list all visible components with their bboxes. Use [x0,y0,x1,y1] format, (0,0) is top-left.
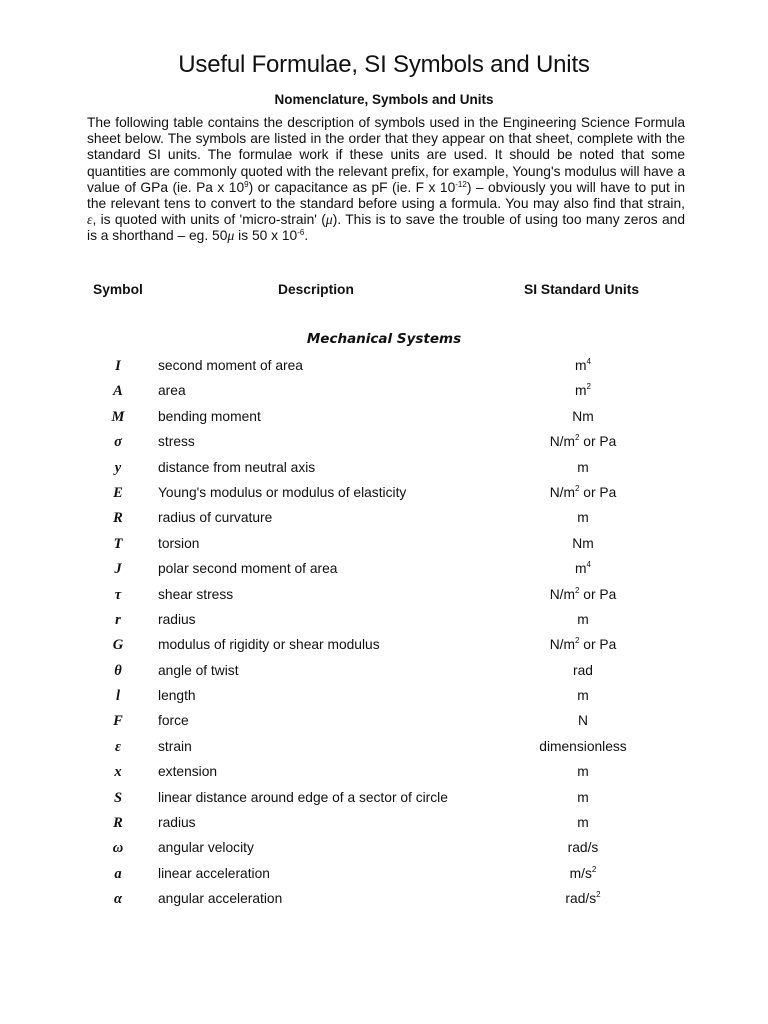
symbol-cell: a [114,865,122,882]
unit-alternative: or Pa [579,586,617,602]
unit-exponent: 2 [575,585,580,595]
symbol-cell: σ [114,434,122,451]
unit-cell [503,510,663,525]
description-cell: length [158,688,196,704]
page-title: Useful Formulae, SI Symbols and Units [178,51,590,78]
description-cell: radius [158,815,196,831]
column-header-symbol: Symbol [93,282,143,297]
symbol-cell: R [113,510,123,527]
unit-cell [503,383,663,398]
symbol-cell: x [114,764,122,781]
table-row [0,534,768,559]
symbol-cell: y [114,459,122,476]
unit-cell [503,891,663,906]
symbol-cell: S [113,789,123,806]
description-cell: angular acceleration [158,891,283,907]
unit-exponent: 2 [591,864,597,874]
description-cell: distance from neutral axis [158,459,316,475]
table-row [0,610,768,635]
description-cell: modulus of rigidity or shear modulus [158,637,380,653]
unit-base: m [577,764,589,780]
unit-cell [503,764,663,779]
unit-cell [503,409,663,424]
table-row [0,889,768,914]
table-row [0,864,768,889]
symbol-cell: M [111,408,125,425]
symbol-cell: G [112,637,124,654]
unit-exponent: 4 [586,357,591,366]
description-cell: stress [158,434,195,450]
unit-cell [503,536,663,551]
description-cell: linear distance around edge of a sector of circle [158,789,448,805]
description-cell: angular velocity [158,840,254,856]
unit-exponent: 2 [575,433,580,443]
symbol-cell: θ [114,662,122,679]
description-cell: bending moment [158,408,261,424]
table-row [0,686,768,711]
description-cell: second moment of area [158,358,303,373]
unit-cell [503,434,663,449]
unit-alternative: or Pa [579,637,617,653]
section-subtitle: Nomenclature, Symbols and Units [274,92,494,107]
unit-base: m [577,459,589,475]
unit-base: N/m [549,637,576,653]
unit-cell [503,561,663,576]
unit-cell [503,485,663,500]
unit-cell [503,713,663,728]
intro-paragraph: The following table contains the description of symbols used in the Engineering Science Formula sheet below. The symbols are listed in the order that they appear on that sheet, complete with the standard SI units. The formulae work if these units are used. It should be noted that some quantities are commonly quoted with the relevant prefix, for example, Young's modulus will have a value of GPa (ie. Pa x $10^9$) or capacitance as pF (ie. F x $10^{-12}$) – obviously you will have to put in the relevant tens to convert to the standard before using a formula. You may also find that strain, ε, is quoted with units of 'micro-strain' (μ). This is to save the trouble of using too many zeros and is a shorthand – eg. 50μ is 50 x $10^{-6}$. [87,115,685,244]
unit-exponent: 2 [575,483,580,493]
unit-base: rad/s [567,840,599,856]
unit-cell [503,790,663,805]
unit-cell [503,866,663,881]
unit-base: N/m [549,586,576,602]
unit-cell [503,358,663,373]
symbol-cell: J [114,561,122,578]
description-cell: area [158,383,186,399]
table-row [0,635,768,660]
unit-base: Nm [572,535,594,551]
unit-base: m [577,688,589,704]
table-row [0,585,768,610]
symbol-cell: r [115,611,121,628]
column-header-description: Description [278,282,354,297]
column-header-units: SI Standard Units [524,282,639,297]
symbol-cell: E [113,484,123,501]
unit-base: N/m [549,434,576,450]
description-cell: force [158,713,189,729]
description-cell: radius [158,611,196,627]
unit-base: m [575,383,587,399]
unit-base: Nm [572,408,594,424]
table-row [0,458,768,483]
symbol-cell: T [113,535,123,552]
section-heading-mechanical-systems: Mechanical Systems [306,331,462,347]
symbol-cell: τ [114,586,122,603]
unit-exponent: 2 [586,382,591,392]
unit-cell [503,587,663,602]
unit-cell [503,460,663,475]
description-cell: polar second moment of area [158,561,338,577]
table-row [0,356,768,381]
unit-base: rad/s [565,891,597,907]
table-row [0,432,768,457]
unit-base: m/s [569,865,592,881]
unit-base: dimensionless [539,738,627,754]
symbol-cell: F [113,713,123,730]
description-cell: strain [158,738,192,754]
unit-base: rad [573,662,593,678]
unit-base: m [577,510,589,526]
description-cell: Young's modulus or modulus of elasticity [158,484,407,500]
table-row [0,737,768,762]
unit-cell [503,815,663,830]
unit-base: N/m [549,484,576,500]
table-row [0,711,768,736]
table-row [0,838,768,863]
symbols-table [0,356,768,915]
unit-alternative: or Pa [579,484,617,500]
unit-base: N [578,713,588,729]
table-row [0,762,768,787]
symbol-cell: R [113,815,123,832]
description-cell: linear acceleration [158,865,270,881]
unit-exponent: 4 [586,560,591,570]
description-cell: angle of twist [158,662,239,678]
description-cell: extension [158,764,218,780]
table-row [0,559,768,584]
table-row [0,407,768,432]
unit-exponent: 2 [575,636,580,646]
unit-base: m [575,358,587,373]
unit-alternative: or Pa [579,434,617,450]
unit-base: m [577,611,589,627]
unit-base: m [575,561,587,577]
table-row [0,483,768,508]
description-cell: radius of curvature [158,510,273,526]
description-cell: shear stress [158,586,234,602]
symbol-cell: l [115,688,121,705]
symbol-cell: ω [112,840,124,857]
table-row [0,813,768,838]
table-row [0,788,768,813]
unit-cell [503,612,663,627]
unit-cell [503,637,663,652]
unit-cell [503,663,663,678]
description-cell: torsion [158,535,200,551]
symbol-cell: A [113,383,123,400]
symbol-cell: α [113,891,123,908]
unit-exponent: 2 [596,890,601,900]
unit-cell [503,688,663,703]
table-row [0,381,768,406]
symbol-cell: ε [115,738,121,755]
unit-base: m [577,815,589,831]
unit-base: m [577,789,589,805]
unit-cell [503,739,663,754]
unit-cell [503,840,663,855]
table-row [0,508,768,533]
symbol-cell: I [115,358,121,374]
table-row [0,661,768,686]
